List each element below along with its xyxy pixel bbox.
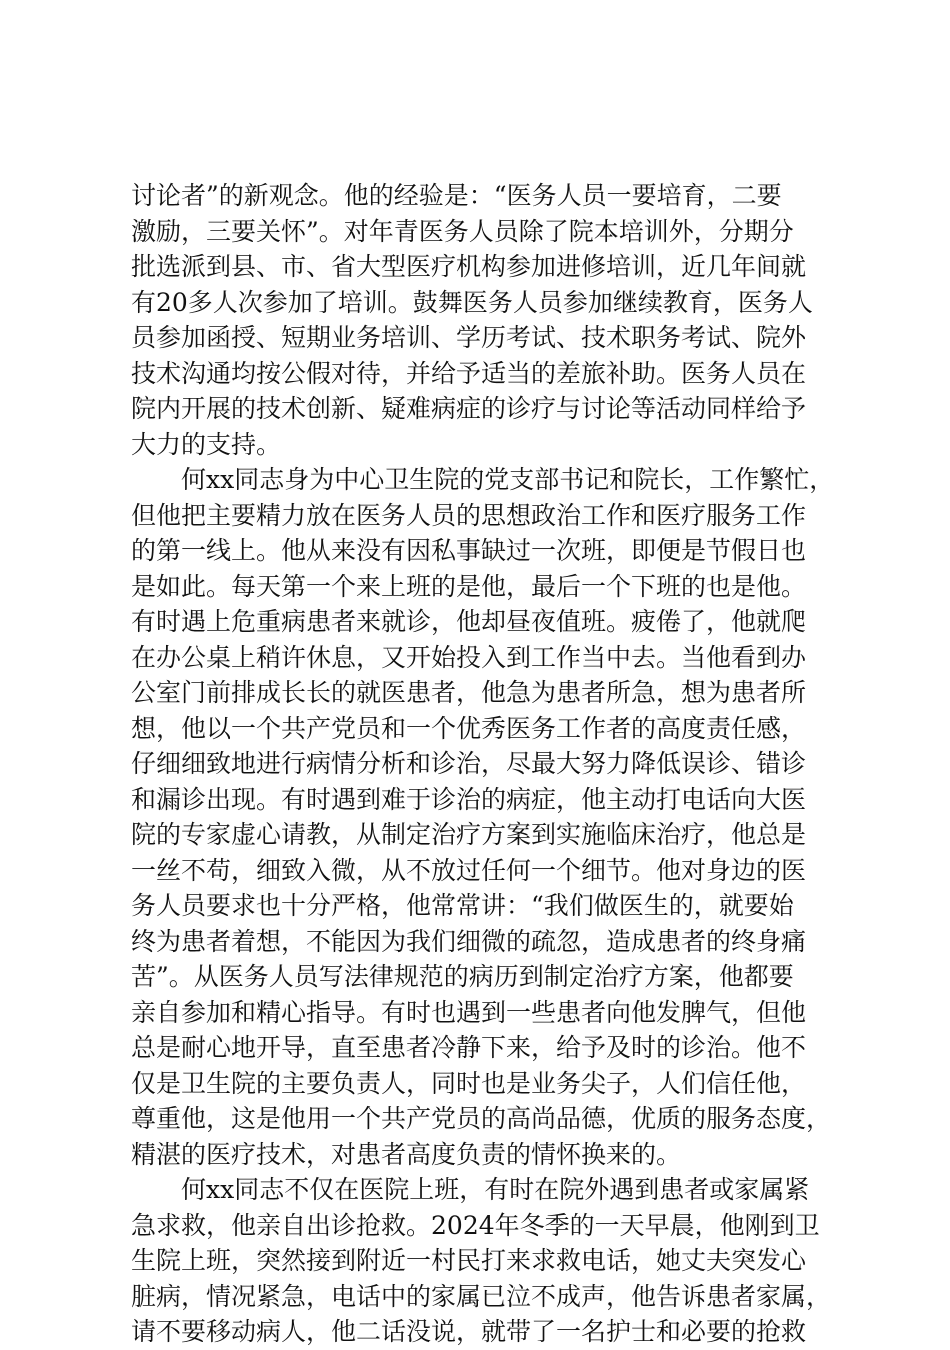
paragraph-line: 务人员要求也十分严格，他常常讲：“我们做医生的，就要始 bbox=[131, 891, 794, 920]
paragraph-line: 急求救，他亲自出诊抢救。2024年冬季的一天早晨，他刚到卫 bbox=[131, 1210, 820, 1240]
paragraph-line: 公室门前排成长长的就医患者，他急为患者所急，想为患者所 bbox=[131, 678, 807, 707]
paragraph bbox=[131, 178, 833, 462]
paragraph bbox=[131, 1172, 833, 1350]
paragraph-line: 是如此。每天第一个来上班的是他，最后一个下班的也是他。 bbox=[131, 571, 807, 601]
paragraph-line: 亲自参加和精心指导。有时也遇到一些患者向他发脾气，但他 bbox=[131, 997, 807, 1027]
paragraph-line: 一丝不苟，细致入微，从不放过任何一个细节。他对身边的医 bbox=[131, 855, 807, 885]
paragraph-line: 有20多人次参加了培训。鼓舞医务人员参加继续教育，医务人 bbox=[131, 287, 813, 317]
paragraph-line: 仅是卫生院的主要负责人，同时也是业务尖子，人们信任他， bbox=[131, 1068, 807, 1098]
paragraph-line: 尊重他，这是他用一个共产党员的高尚品德，优质的服务态度， bbox=[131, 1104, 832, 1133]
paragraph-line: 请不要移动病人，他二话没说，就带了一名护士和必要的抢救 bbox=[131, 1317, 807, 1346]
paragraph-line: 院的专家虚心请教，从制定治疗方案到实施临床治疗，他总是 bbox=[131, 820, 807, 849]
paragraph-line: 大力的支持。 bbox=[131, 429, 282, 459]
paragraph-line: 在办公桌上稍许休息，又开始投入到工作当中去。当他看到办 bbox=[131, 642, 807, 672]
paragraph-line: 生院上班，突然接到附近一村民打来求救电话，她丈夫突发心 bbox=[131, 1246, 807, 1275]
paragraph-line: 精湛的医疗技术，对患者高度负责的情怀换来的。 bbox=[131, 1139, 682, 1169]
paragraph-line: 有时遇上危重病患者来就诊，他却昼夜值班。疲倦了，他就爬 bbox=[131, 607, 807, 636]
paragraph bbox=[131, 462, 833, 1172]
paragraph-line: 和漏诊出现。有时遇到难于诊治的病症，他主动打电话向大医 bbox=[131, 784, 807, 814]
document-body bbox=[131, 178, 833, 1350]
paragraph-line: 总是耐心地开导，直至患者冷静下来，给予及时的诊治。他不 bbox=[131, 1033, 807, 1062]
paragraph-line: 苦”。从医务人员写法律规范的病历到制定治疗方案，他都要 bbox=[131, 962, 794, 991]
paragraph-line: 讨论者”的新观念。他的经验是：“医务人员一要培育，二要 bbox=[131, 181, 782, 210]
paragraph-line: 脏病，情况紧急，电话中的家属已泣不成声，他告诉患者家属， bbox=[131, 1281, 832, 1311]
paragraph-line: 终为患者着想，不能因为我们细微的疏忽，造成患者的终身痛 bbox=[131, 926, 807, 956]
paragraph-line: 仔细细致地进行病情分析和诊治，尽最大努力降低误诊、错诊 bbox=[131, 749, 807, 778]
paragraph-line: 想，他以一个共产党员和一个优秀医务工作者的高度责任感， bbox=[131, 713, 807, 743]
paragraph-line: 的第一线上。他从来没有因私事缺过一次班，即便是节假日也 bbox=[131, 536, 807, 565]
paragraph-line: 技术沟通均按公假对待，并给予适当的差旅补助。医务人员在 bbox=[131, 358, 807, 388]
paragraph-line: 员参加函授、短期业务培训、学历考试、技术职务考试、院外 bbox=[131, 323, 807, 352]
paragraph-line: 院内开展的技术创新、疑难病症的诊疗与讨论等活动同样给予 bbox=[131, 394, 807, 423]
paragraph-line: 何xx同志不仅在医院上班，有时在院外遇到患者或家属紧 bbox=[181, 1175, 810, 1204]
paragraph-line: 何xx同志身为中心卫生院的党支部书记和院长，工作繁忙， bbox=[181, 465, 835, 494]
paragraph-line: 批选派到县、市、省大型医疗机构参加进修培训，近几年间就 bbox=[131, 252, 807, 281]
paragraph-line: 但他把主要精力放在医务人员的思想政治工作和医疗服务工作 bbox=[131, 500, 807, 530]
paragraph-line: 激励，三要关怀”。对年青医务人员除了院本培训外，分期分 bbox=[131, 216, 794, 246]
